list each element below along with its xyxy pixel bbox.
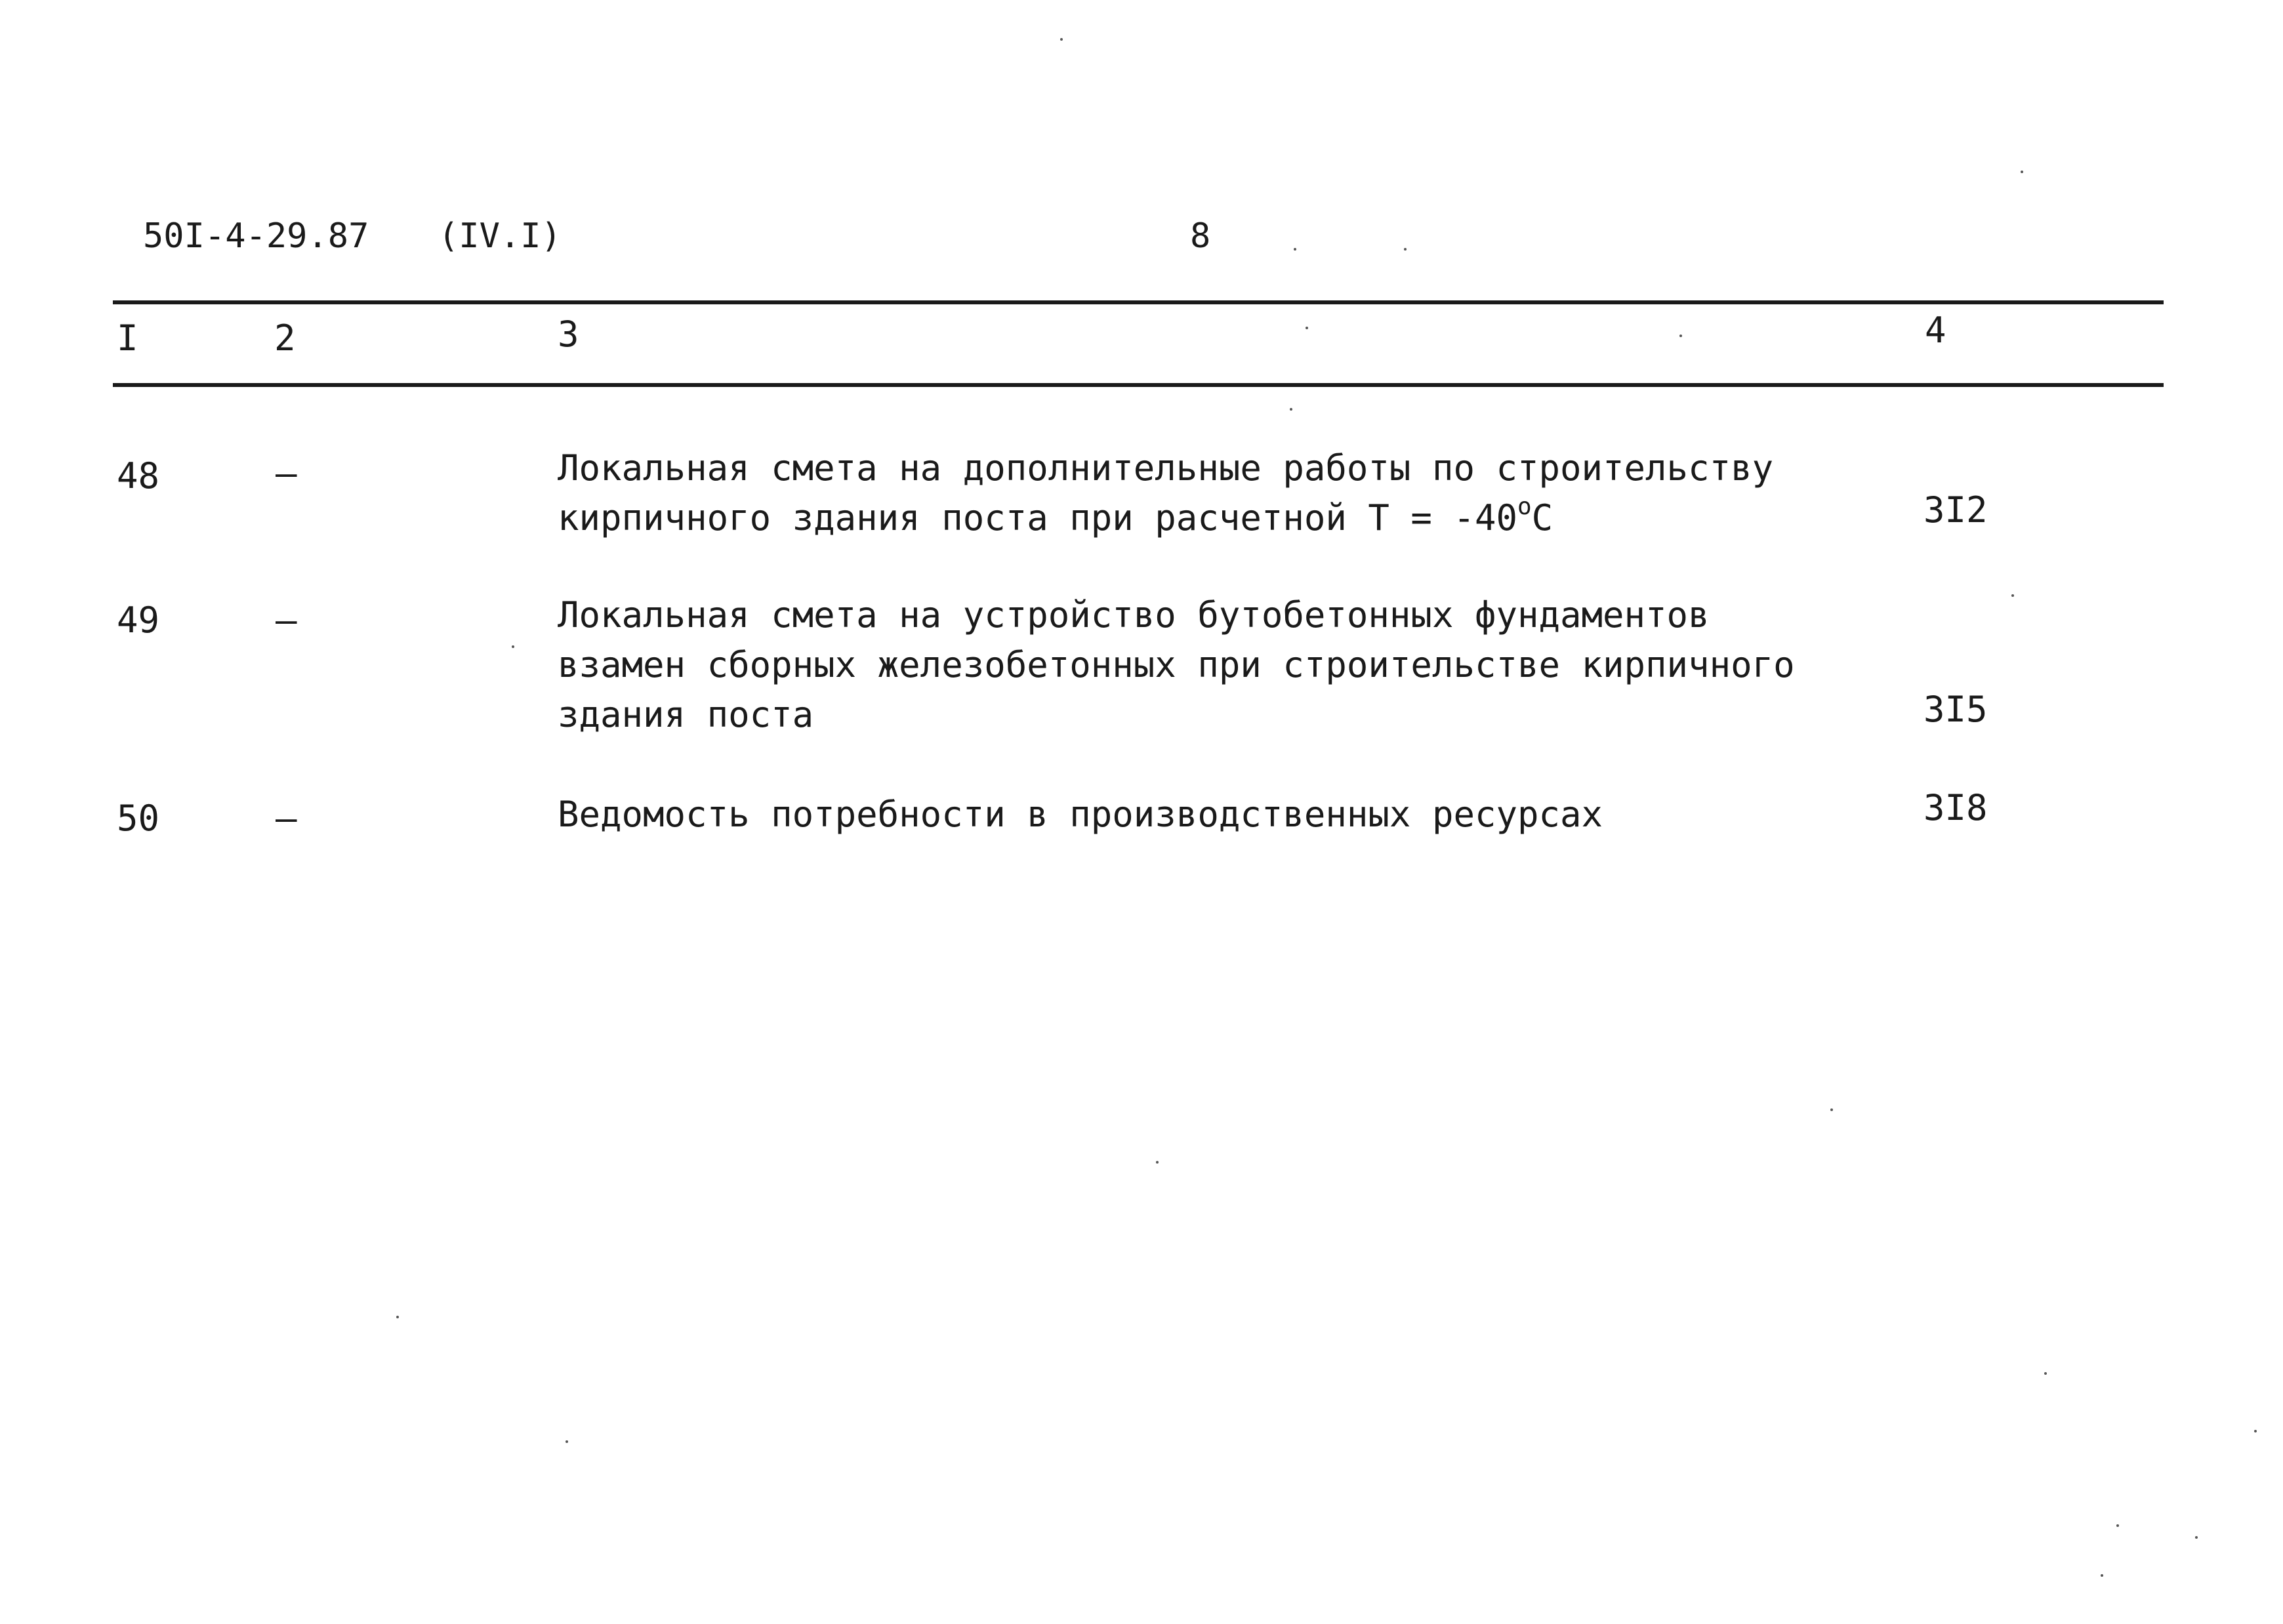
scan-speck bbox=[2195, 1536, 2198, 1539]
scan-speck bbox=[1679, 335, 1682, 337]
description-line: здания поста bbox=[558, 694, 814, 735]
scan-speck bbox=[1294, 248, 1296, 251]
row-page: 3I5 bbox=[1923, 689, 1988, 730]
column-header-4: 4 bbox=[1925, 310, 1946, 351]
scan-speck bbox=[2021, 171, 2023, 173]
document-code: 50I-4-29.87 bbox=[143, 216, 369, 256]
description-text: кирпичного здания поста при расчетной Т = -40 bbox=[558, 497, 1517, 538]
scan-speck bbox=[512, 645, 514, 648]
description-line bbox=[558, 493, 1935, 543]
scan-speck bbox=[1404, 248, 1407, 251]
scan-speck bbox=[1306, 327, 1308, 329]
degree-superscript: о bbox=[1517, 493, 1532, 520]
row-number: 50 bbox=[117, 798, 160, 839]
column-header-2: 2 bbox=[274, 317, 296, 359]
row-dash: – bbox=[276, 453, 297, 494]
row-page: 3I2 bbox=[1923, 489, 1988, 531]
description-line: Локальная смета на устройство бутобетонных фундаментов bbox=[558, 594, 1710, 636]
scan-speck bbox=[2011, 594, 2014, 597]
scan-speck bbox=[2254, 1430, 2257, 1432]
table-top-rule bbox=[113, 300, 2164, 304]
scan-speck bbox=[1060, 38, 1063, 41]
description-line: взамен сборных железобетонных при строительстве кирпичного bbox=[558, 644, 1795, 685]
scan-speck bbox=[396, 1316, 399, 1318]
row-number: 49 bbox=[117, 599, 160, 641]
scan-speck bbox=[566, 1440, 568, 1443]
scan-speck bbox=[1156, 1161, 1159, 1164]
page-number: 8 bbox=[1190, 216, 1211, 256]
row-dash: – bbox=[276, 798, 297, 839]
scan-speck bbox=[1290, 408, 1292, 411]
row-description bbox=[558, 443, 1935, 543]
row-description bbox=[558, 590, 1935, 740]
row-dash: – bbox=[276, 599, 297, 641]
description-line: Локальная смета на дополнительные работы по строительству bbox=[558, 447, 1774, 489]
scan-speck bbox=[2044, 1372, 2047, 1375]
degree-unit: С bbox=[1531, 497, 1553, 538]
column-header-3: 3 bbox=[558, 314, 579, 355]
column-header-1: I bbox=[117, 317, 138, 359]
row-description bbox=[558, 790, 1935, 840]
table-header-rule bbox=[113, 383, 2164, 387]
scan-speck bbox=[2116, 1524, 2119, 1527]
description-line: Ведомость потребности в производственных ресурсах bbox=[558, 794, 1603, 835]
volume-label: (IV.I) bbox=[438, 216, 562, 256]
scan-speck bbox=[2101, 1574, 2103, 1577]
row-number: 48 bbox=[117, 455, 160, 497]
scan-speck bbox=[1830, 1108, 1833, 1111]
row-page: 3I8 bbox=[1923, 787, 1988, 828]
